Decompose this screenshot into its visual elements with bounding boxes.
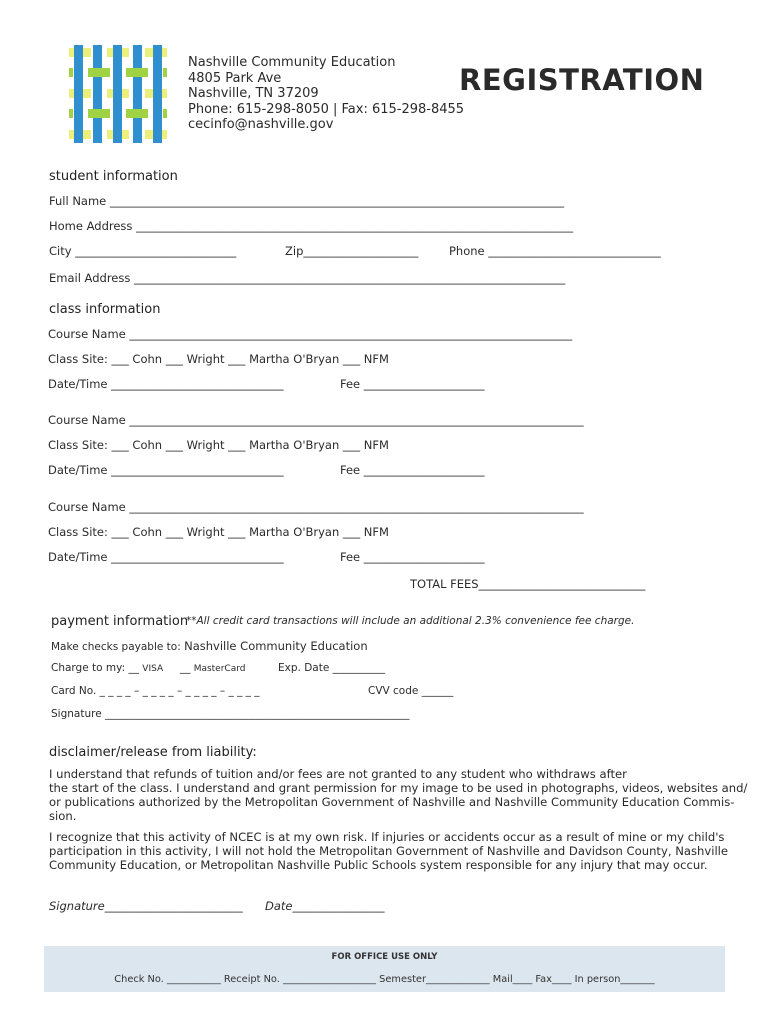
- logo-bar: [88, 109, 110, 118]
- class-site-options[interactable]: Class Site: ___ Cohn ___ Wright ___ Martha O'Bryan ___ NFM: [48, 352, 389, 366]
- checks-payable-label: [51, 639, 368, 653]
- full-name-field[interactable]: Full Name _______________________________________________________________________________: [49, 194, 565, 208]
- fee-field[interactable]: Fee _____________________: [340, 377, 485, 391]
- page-title: REGISTRATION: [459, 63, 705, 97]
- checks-payee: Nashville Community Education: [184, 639, 368, 653]
- org-phone-fax: Phone: 615-298-8050 | Fax: 615-298-8455: [188, 101, 465, 117]
- logo-bar: [113, 45, 122, 143]
- logo-bar: [88, 68, 110, 77]
- logo-bar: [69, 68, 73, 77]
- office-use-heading: FOR OFFICE USE ONLY: [331, 952, 438, 962]
- email-field[interactable]: Email Address ___________________________________________________________________________: [49, 271, 566, 285]
- disclaimer-date-field[interactable]: Date________________: [265, 899, 385, 913]
- payment-info-heading: payment information: [51, 614, 189, 629]
- datetime-field[interactable]: Date/Time ______________________________: [48, 463, 284, 477]
- disclaimer-signature-field[interactable]: Signature________________________: [49, 899, 243, 913]
- risk-line: Community Education, or Metropolitan Nashville Public Schools system responsible for any injury that may occur.: [49, 858, 708, 872]
- risk-line: I recognize that this activity of NCEC is at my own risk. If injuries or accidents occur as a result of mine or my child's: [49, 830, 725, 844]
- class-info-heading: class information: [49, 302, 161, 317]
- charge-to-row: [51, 662, 245, 674]
- logo-bar: [74, 45, 83, 143]
- payment-signature-field[interactable]: Signature __________________________________________________________: [51, 708, 410, 720]
- cvv-field[interactable]: CVV code ______: [368, 685, 454, 697]
- student-info-heading: student information: [49, 169, 178, 184]
- course-name-field[interactable]: Course Name _______________________________________________________________________________: [48, 413, 584, 427]
- refund-line: sion.: [49, 809, 77, 823]
- fee-field[interactable]: Fee _____________________: [340, 550, 485, 564]
- total-fees-field[interactable]: TOTAL FEES_____________________________: [410, 577, 646, 591]
- org-contact-block: [188, 55, 464, 133]
- course-name-field[interactable]: Course Name _____________________________________________________________________________: [48, 327, 573, 341]
- card-number-field[interactable]: Card No. _ _ _ _ – _ _ _ _ – _ _ _ _ – _ _ _ _: [51, 685, 260, 697]
- home-address-field[interactable]: Home Address ____________________________________________________________________________: [49, 219, 574, 233]
- org-email: cecinfo@nashville.gov: [188, 117, 334, 132]
- nce-logo: [69, 45, 167, 143]
- convenience-fee-note: **All credit card transactions will include an additional 2.3% convenience fee charge.: [186, 615, 635, 627]
- logo-bar: [126, 68, 148, 77]
- org-name: Nashville Community Education: [188, 55, 396, 70]
- city-field[interactable]: City ____________________________: [49, 244, 237, 258]
- charge-to-label[interactable]: Charge to my: __: [51, 662, 143, 674]
- mastercard-option[interactable]: MasterCard: [193, 664, 246, 674]
- exp-date-field[interactable]: Exp. Date __________: [278, 662, 386, 674]
- logo-bar: [163, 68, 167, 77]
- refund-line: the start of the class. I understand and grant permission for my image to be used in photographs, videos, websites and/: [49, 781, 748, 795]
- logo-bar: [153, 45, 162, 143]
- refund-line: I understand that refunds of tuition and/or fees are not granted to any student who withdraws after: [49, 767, 627, 781]
- refund-line: or publications authorized by the Metropolitan Government of Nashville and Nashville Community Education Commis-: [49, 795, 735, 809]
- zip-field[interactable]: Zip____________________: [285, 244, 419, 258]
- logo-bar: [93, 45, 102, 143]
- logo-bar: [69, 109, 73, 118]
- course-name-field[interactable]: Course Name _______________________________________________________________________________: [48, 500, 584, 514]
- visa-option[interactable]: VISA: [142, 664, 164, 674]
- class-site-options[interactable]: Class Site: ___ Cohn ___ Wright ___ Martha O'Bryan ___ NFM: [48, 525, 389, 539]
- logo-bar: [133, 45, 142, 143]
- class-site-options[interactable]: Class Site: ___ Cohn ___ Wright ___ Martha O'Bryan ___ NFM: [48, 438, 389, 452]
- mastercard-blank[interactable]: __: [179, 662, 194, 674]
- datetime-field[interactable]: Date/Time ______________________________: [48, 550, 284, 564]
- phone-field[interactable]: Phone ______________________________: [449, 244, 661, 258]
- office-use-box: [44, 946, 725, 992]
- risk-line: participation in this activity, I will not hold the Metropolitan Government of Nashville and Davidson County, Nashville: [49, 844, 729, 858]
- org-address-line2: Nashville, TN 37209: [188, 86, 319, 101]
- org-address-line1: 4805 Park Ave: [188, 70, 282, 86]
- office-use-fields[interactable]: Check No. ___________ Receipt No. ___________________ Semester_____________ Mail____ Fax____ In person_______: [114, 974, 655, 985]
- risk-paragraph: [49, 830, 749, 872]
- logo-bar: [163, 109, 167, 118]
- datetime-field[interactable]: Date/Time ______________________________: [48, 377, 284, 391]
- refund-paragraph: [49, 767, 749, 823]
- disclaimer-heading: disclaimer/release from liability:: [49, 745, 257, 760]
- logo-bar: [126, 109, 148, 118]
- fee-field[interactable]: Fee _____________________: [340, 463, 485, 477]
- checks-payable-text: Make checks payable to:: [51, 641, 181, 653]
